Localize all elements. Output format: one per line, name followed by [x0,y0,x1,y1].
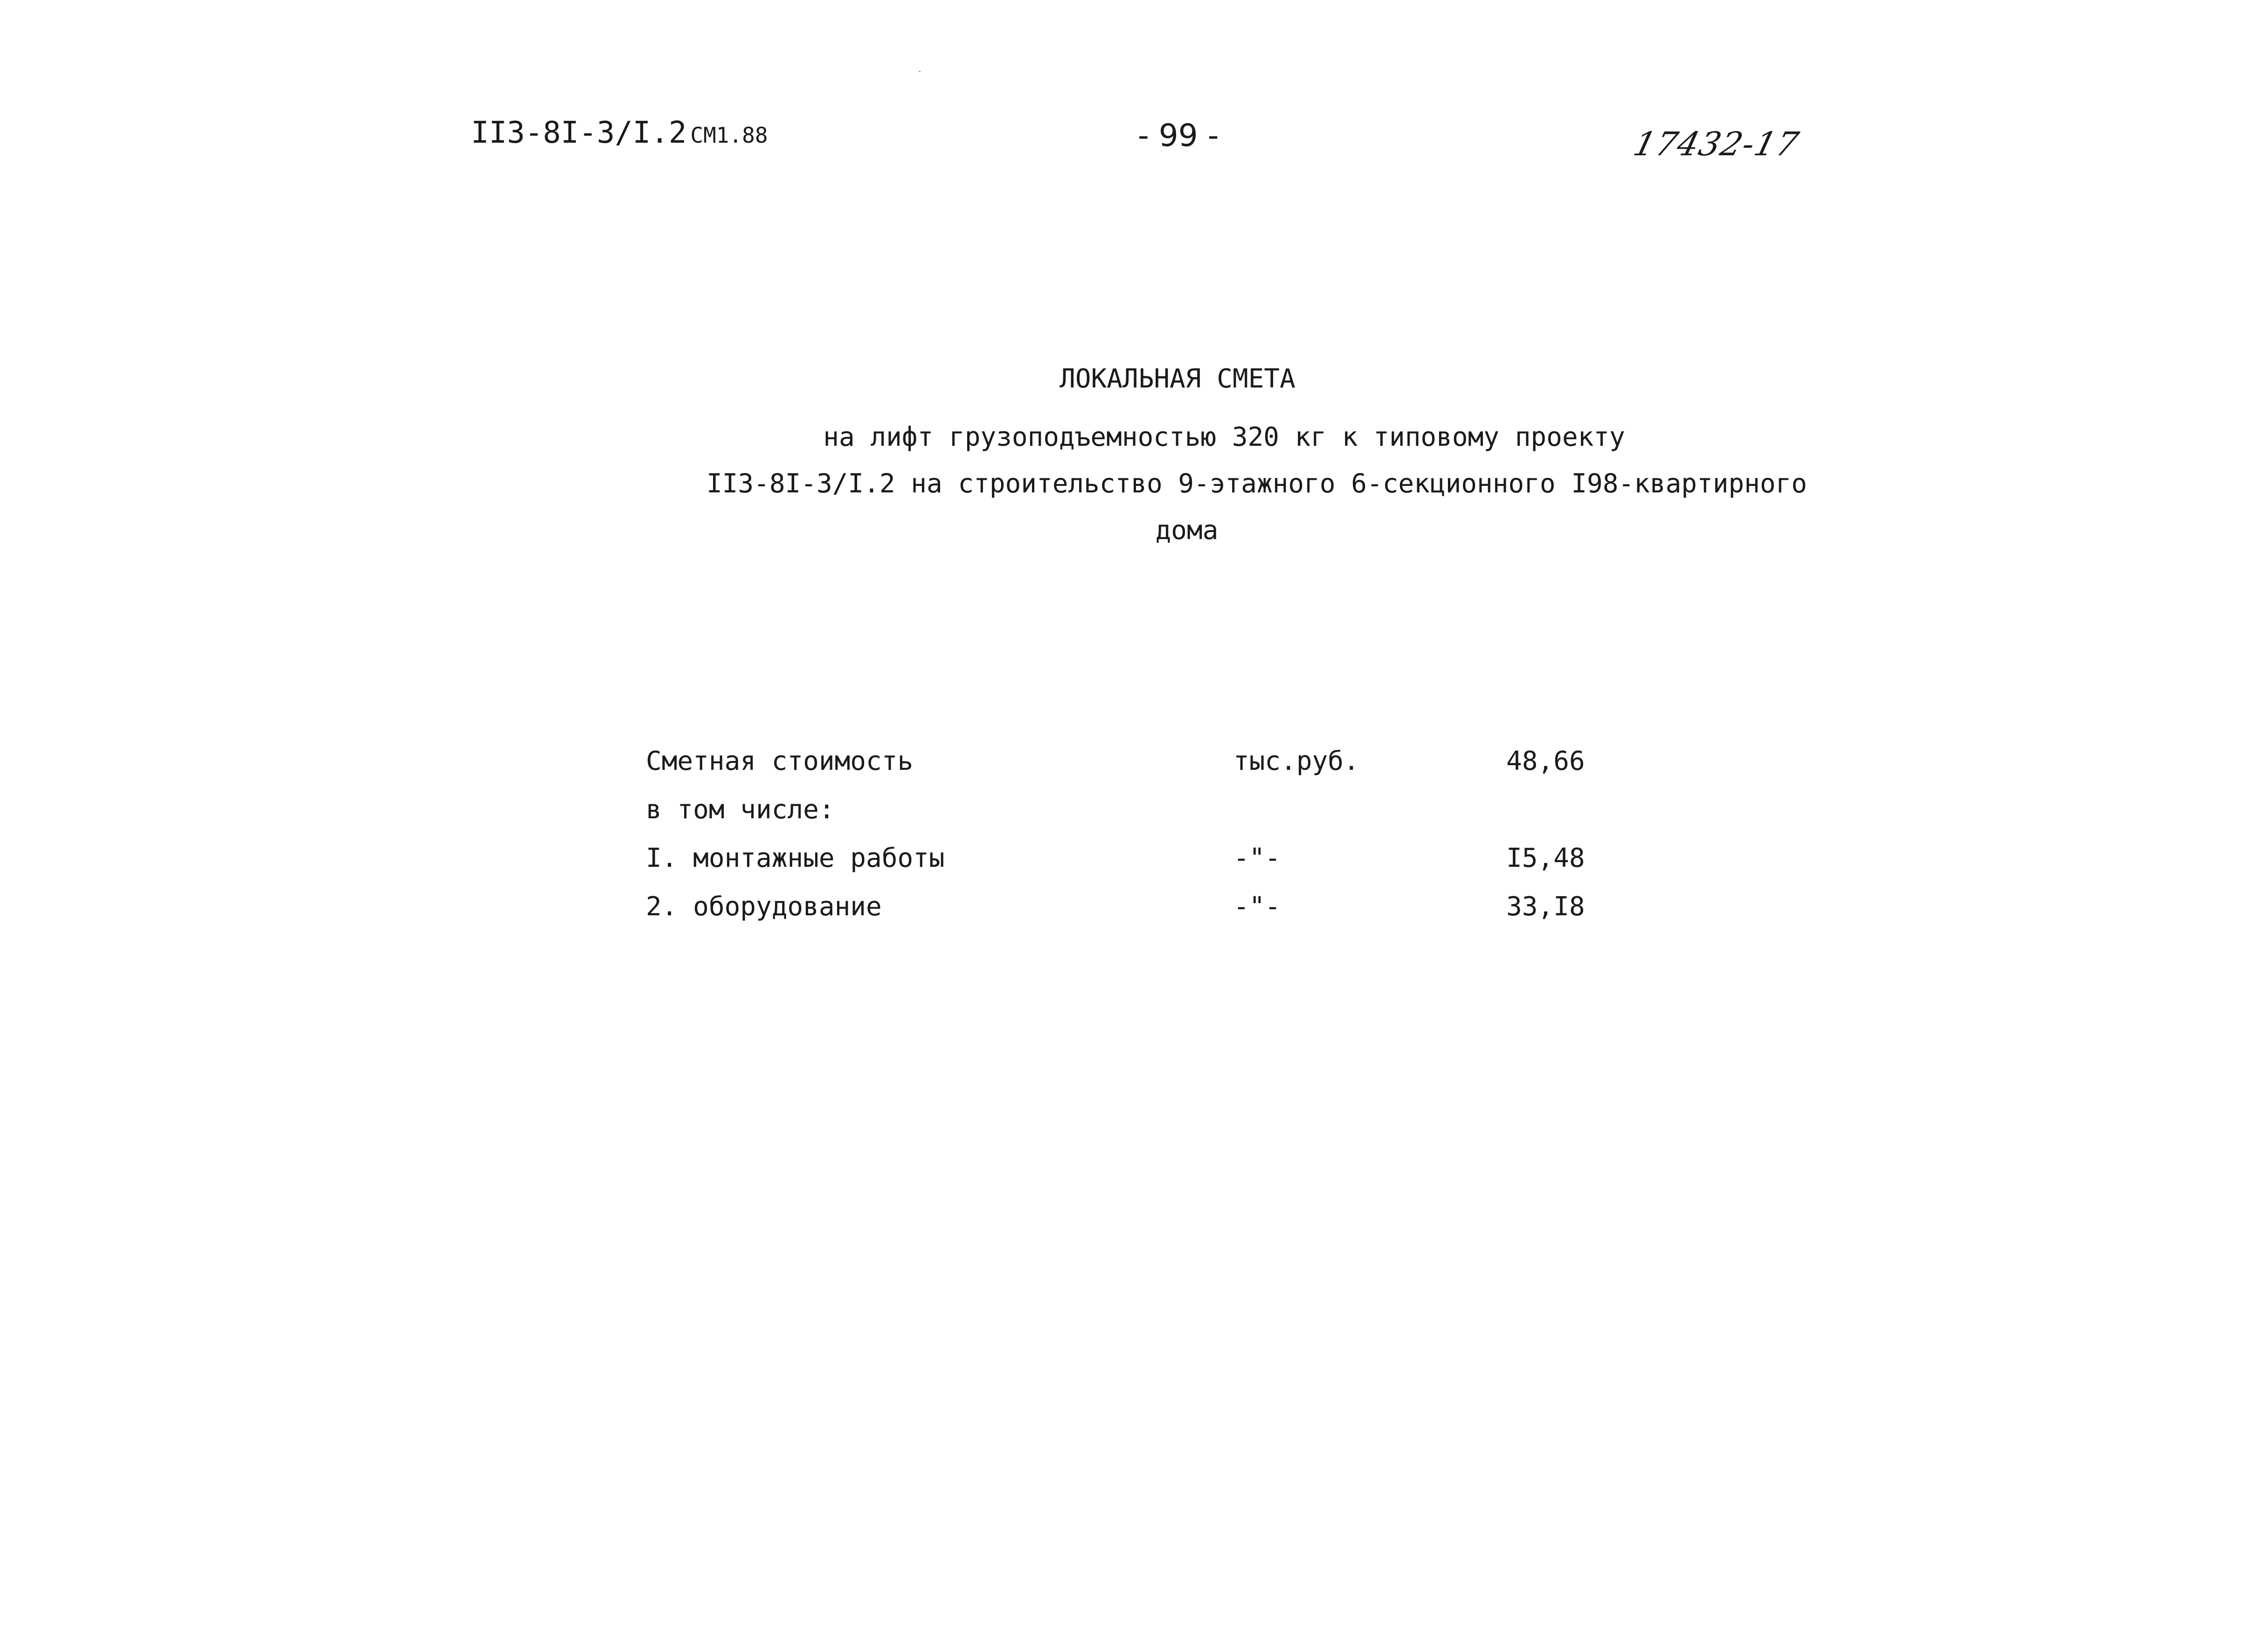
cost-label: 2. оборудование [646,892,882,922]
subtitle-line-1: на лифт грузоподъемностью 320 кг к типовому проекту [823,422,1625,452]
cost-value: I5,48 [1506,843,1585,873]
cost-unit: -"- [1233,892,1281,922]
cost-label: I. монтажные работы [646,843,945,873]
scan-speck [919,71,921,72]
cost-label: Сметная стоимость [646,746,914,776]
cost-summary-table [646,746,1625,940]
cost-row-including [646,795,1625,843]
document-code-suffix: CM1.88 [690,123,768,148]
subtitle-line-3: дома [1155,515,1219,546]
cost-label: в том числе: [646,795,835,825]
cost-unit: -"- [1233,843,1281,873]
cost-row-total [646,746,1625,795]
cost-row-equipment [646,892,1625,940]
document-code [471,116,768,150]
cost-row-installation [646,843,1625,892]
document-code-main: II3-8I-3/I.2 [471,116,687,150]
subtitle-line-2: II3-8I-3/I.2 на строительство 9-этажного 6-секционного I98-квартирного [706,469,1808,499]
cost-value: 33,I8 [1506,892,1585,922]
handwritten-inventory-number: 17432-17 [1629,125,1803,163]
cost-value: 48,66 [1506,746,1585,776]
page-number: - 99 - [1138,118,1219,153]
document-title: ЛОКАЛЬНАЯ СМЕТА [1060,364,1295,394]
cost-unit: тыс.руб. [1233,746,1359,776]
